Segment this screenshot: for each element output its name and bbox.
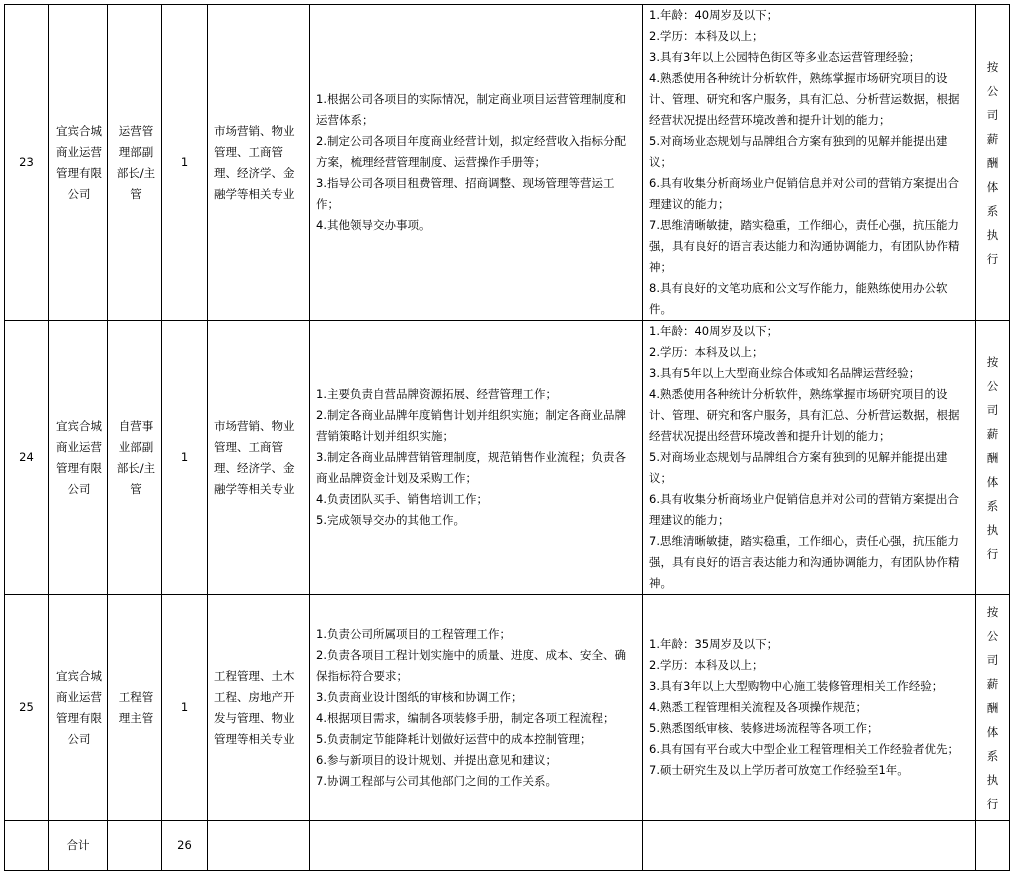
requirement-item: 5.熟悉图纸审核、装修进场流程等各项工作； <box>649 721 879 735</box>
company-text: 宜宾合城商业运营管理有限公司 <box>56 418 102 496</box>
requirement-item: 1.年龄：40周岁及以下； <box>649 324 779 338</box>
requirement-item: 2.学历：本科及以上； <box>649 658 764 672</box>
pay-cell <box>976 5 1010 321</box>
duty-item: 1.主要负责自营品牌资源拓展、经营管理工作； <box>316 387 557 401</box>
duties-cell <box>310 5 643 321</box>
duty-item: 3.指导公司各项目租费管理、招商调整、现场管理等营运工作； <box>316 176 615 211</box>
count-cell: 1 <box>162 5 208 321</box>
duties-list <box>316 384 636 531</box>
table-row <box>5 321 1010 595</box>
requirement-item: 5.对商场业态规划与品牌组合方案有独到的见解并能提出建议； <box>649 134 948 169</box>
company-cell <box>49 321 108 595</box>
requirements-cell <box>643 595 976 821</box>
duty-item: 4.其他领导交办事项。 <box>316 218 431 232</box>
row-number-cell: 23 <box>5 5 49 321</box>
major-cell: 工程管理、土木工程、房地产开发与管理、物业管理等相关专业 <box>208 595 310 821</box>
position-text: 自营事业部副部长/主管 <box>116 418 156 496</box>
company-text: 宜宾合城商业运营管理有限公司 <box>56 668 102 746</box>
duty-item: 6.参与新项目的设计规划、并提出意见和建议； <box>316 752 557 767</box>
duty-item: 5.完成领导交办的其他工作。 <box>316 513 465 527</box>
requirements-cell <box>643 321 976 595</box>
requirement-item: 2.学历：本科及以上； <box>649 345 764 359</box>
requirement-item: 1.年龄：40周岁及以下； <box>649 8 779 22</box>
duty-item: 1.根据公司各项目的实际情况，制定商业项目运营管理制度和运营体系； <box>316 92 626 127</box>
empty-cell <box>976 821 1010 871</box>
count-cell: 1 <box>162 595 208 821</box>
requirement-item: 8.具有良好的文笔功底和公文写作能力，能熟练使用办公软件。 <box>649 281 948 316</box>
duty-item: 4.根据项目需求，编制各项装修手册，制定各项工程流程； <box>316 710 615 725</box>
requirement-item: 2.学历：本科及以上； <box>649 29 764 43</box>
empty-cell <box>310 821 643 871</box>
requirement-item: 1.年龄：35周岁及以下； <box>649 637 779 651</box>
requirement-item: 4.熟悉工程管理相关流程及各项操作规范； <box>649 700 867 714</box>
pay-text: 按公司薪酬体系执行 <box>986 59 999 266</box>
duty-item: 2.制定公司各项目年度商业经营计划，拟定经营收入指标分配方案，梳理经营管理制度、运营操作手册等； <box>316 134 626 169</box>
position-cell <box>108 5 162 321</box>
row-number-cell: 24 <box>5 321 49 595</box>
count-cell: 1 <box>162 321 208 595</box>
total-label-cell: 合计 <box>49 821 108 871</box>
duties-cell <box>310 595 643 821</box>
company-cell <box>49 595 108 821</box>
empty-cell <box>108 821 162 871</box>
recruitment-table <box>4 4 1010 871</box>
company-text: 宜宾合城商业运营管理有限公司 <box>56 123 102 201</box>
duty-item: 1.负责公司所属项目的工程管理工作； <box>316 626 511 641</box>
requirements-list <box>649 5 969 320</box>
empty-cell <box>5 821 49 871</box>
duty-item: 3.制定各商业品牌营销管理制度，规范销售作业流程；负责各商业品牌资金计划及采购工作； <box>316 450 626 485</box>
requirement-item: 7.硕士研究生及以上学历者可放宽工作经验至1年。 <box>649 763 909 777</box>
table-row <box>5 595 1010 821</box>
position-cell <box>108 321 162 595</box>
requirement-item: 7.思维清晰敏捷，踏实稳重，工作细心，责任心强，抗压能力强，具有良好的语言表达能力和沟通协调能力，有团队协作精神。 <box>649 534 960 590</box>
duties-list <box>316 89 636 236</box>
requirement-item: 7.思维清晰敏捷，踏实稳重，工作细心，责任心强，抗压能力强，具有良好的语言表达能力和沟通协调能力，有团队协作精神； <box>649 218 960 274</box>
pay-text: 按公司薪酬体系执行 <box>986 354 999 561</box>
requirement-item: 6.具有收集分析商场业户促销信息并对公司的营销方案提出合理建议的能力； <box>649 176 959 211</box>
pay-cell <box>976 595 1010 821</box>
requirement-item: 4.熟悉使用各种统计分析软件，熟练掌握市场研究项目的设计、管理、研究和客户服务，具有汇总、分析营运数据，根据经营状况提出经营环境改善和提升计划的能力； <box>649 71 960 127</box>
empty-cell <box>643 821 976 871</box>
duty-item: 2.负责各项目工程计划实施中的质量、进度、成本、安全、确保指标符合要求； <box>316 647 626 683</box>
pay-cell <box>976 321 1010 595</box>
requirements-cell <box>643 5 976 321</box>
duty-item: 7.协调工程部与公司其他部门之间的工作关系。 <box>316 773 557 788</box>
total-count-cell: 26 <box>162 821 208 871</box>
duty-item: 3.负责商业设计图纸的审核和协调工作； <box>316 689 523 704</box>
position-text: 运营管理部副部长/主管 <box>116 123 156 201</box>
position-text: 工程管理主管 <box>118 689 154 725</box>
duties-list <box>316 624 636 792</box>
requirement-item: 6.具有国有平台或大中型企业工程管理相关工作经验者优先； <box>649 742 959 756</box>
major-cell: 市场营销、物业管理、工商管理、经济学、金融学等相关专业 <box>208 321 310 595</box>
pay-text: 按公司薪酬体系执行 <box>986 604 999 811</box>
requirement-item: 3.具有3年以上公园特色街区等多业态运营管理经验； <box>649 50 921 64</box>
duty-item: 4.负责团队买手、销售培训工作； <box>316 492 488 506</box>
duty-item: 5.负责制定节能降耗计划做好运营中的成本控制管理； <box>316 731 592 746</box>
requirement-item: 3.具有3年以上大型购物中心施工装修管理相关工作经验； <box>649 679 944 693</box>
requirements-list <box>649 321 969 594</box>
row-number-cell: 25 <box>5 595 49 821</box>
requirement-item: 6.具有收集分析商场业户促销信息并对公司的营销方案提出合理建议的能力； <box>649 492 959 527</box>
table-row <box>5 5 1010 321</box>
total-row <box>5 821 1010 871</box>
empty-cell <box>208 821 310 871</box>
major-cell: 市场营销、物业管理、工商管理、经济学、金融学等相关专业 <box>208 5 310 321</box>
duties-cell <box>310 321 643 595</box>
duty-item: 2.制定各商业品牌年度销售计划并组织实施；制定各商业品牌营销策略计划并组织实施； <box>316 408 626 443</box>
requirement-item: 4.熟悉使用各种统计分析软件，熟练掌握市场研究项目的设计、管理、研究和客户服务，具有汇总、分析营运数据，根据经营状况提出经营环境改善和提升计划的能力； <box>649 387 960 443</box>
requirements-list <box>649 634 969 781</box>
requirement-item: 5.对商场业态规划与品牌组合方案有独到的见解并能提出建议； <box>649 450 948 485</box>
position-cell <box>108 595 162 821</box>
requirement-item: 3.具有5年以上大型商业综合体或知名品牌运营经验； <box>649 366 921 380</box>
company-cell <box>49 5 108 321</box>
